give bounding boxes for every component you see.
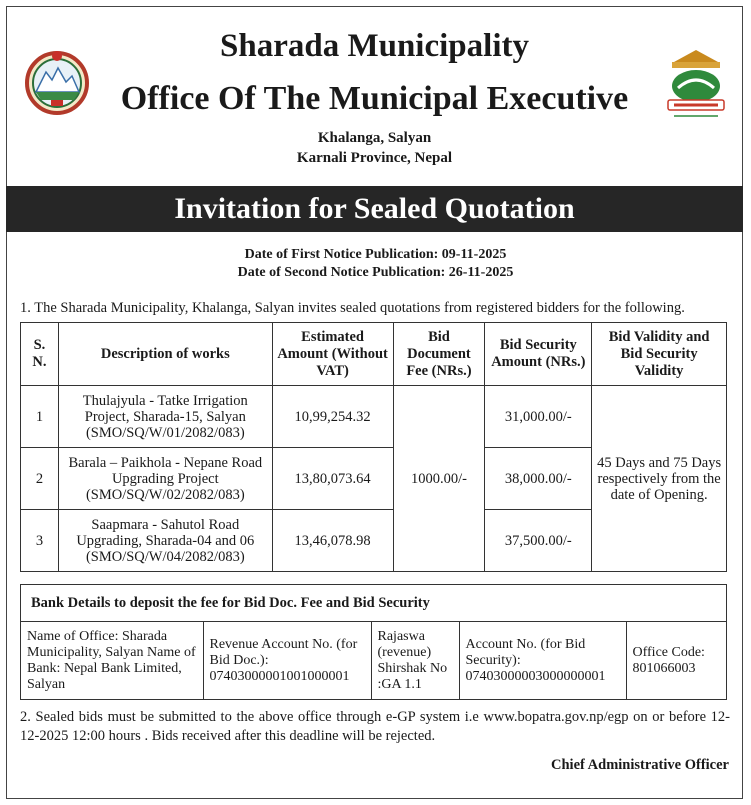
bank-details-table (21, 621, 726, 700)
first-publication-date: Date of First Notice Publication: 09-11-2025 (244, 247, 507, 262)
row-estimate: 13,46,078.98 (272, 510, 393, 572)
office-title: Office Of The Municipal Executive (120, 80, 629, 117)
office-code-cell: Office Code: 801066003 (626, 622, 726, 701)
row-security: 38,000.00/- (485, 448, 592, 510)
row-sn: 1 (21, 386, 59, 448)
row-security: 31,000.00/- (485, 386, 592, 448)
row-estimate: 13,80,073.64 (272, 448, 393, 510)
revenue-account-cell: Revenue Account No. (for Bid Doc.): 07403000001001000001 (203, 622, 371, 701)
rajaswa-cell: Rajaswa (revenue) Shirshak No :GA 1.1 (371, 622, 459, 701)
row-description: Thulajyula - Tatke Irrigation Project, Sharada-15, Salyan (SMO/SQ/W/01/2082/083) (58, 386, 272, 448)
notice-banner: Invitation for Sealed Quotation (6, 186, 743, 232)
signatory: Chief Administrative Officer (551, 757, 729, 773)
table-row (21, 386, 727, 448)
header-sn: S. N. (21, 323, 59, 386)
municipality-title: Sharada Municipality (220, 28, 529, 64)
office-bank-cell: Name of Office: Sharada Municipality, Salyan Name of Bank: Nepal Bank Limited, Salyan (21, 622, 203, 701)
bank-details-title: Bank Details to deposit the fee for Bid Doc. Fee and Bid Security (31, 595, 430, 611)
submission-note: 2. Sealed bids must be submitted to the above office through e-GP system i.e www.bopatra.gov.np/egp on or before 12-12-2025 12:00 hours . Bids received after this deadline will be rejected. (20, 709, 730, 744)
header-estimate: Estimated Amount (Without VAT) (272, 323, 393, 386)
address-line-1: Khalanga, Salyan (317, 130, 432, 146)
header-bid-fee: Bid Document Fee (NRs.) (393, 323, 485, 386)
header-validity: Bid Validity and Bid Security Validity (592, 323, 727, 386)
security-account-cell: Account No. (for Bid Security): 07403000003000000001 (459, 622, 626, 701)
table-header-row (21, 323, 727, 386)
row-sn: 2 (21, 448, 59, 510)
address-line-2: Karnali Province, Nepal (296, 150, 453, 166)
row-sn: 3 (21, 510, 59, 572)
works-table (20, 322, 727, 572)
intro-paragraph: 1. The Sharada Municipality, Khalanga, Salyan invites sealed quotations from registered bidders for the following. (20, 300, 685, 316)
row-estimate: 10,99,254.32 (272, 386, 393, 448)
validity-cell: 45 Days and 75 Days respectively from the date of Opening. (592, 386, 727, 572)
header-description: Description of works (58, 323, 272, 386)
notice-header (6, 6, 743, 186)
header-bid-security: Bid Security Amount (NRs.) (485, 323, 592, 386)
row-description: Barala – Paikhola - Nepane Road Upgrading Project (SMO/SQ/W/02/2082/083) (58, 448, 272, 510)
row-description: Saapmara - Sahutol Road Upgrading, Sharada-04 and 06 (SMO/SQ/W/04/2082/083) (58, 510, 272, 572)
bank-details-box (20, 584, 727, 700)
bid-fee-cell: 1000.00/- (393, 386, 485, 572)
row-security: 37,500.00/- (485, 510, 592, 572)
second-publication-date: Date of Second Notice Publication: 26-11-2025 (237, 265, 514, 280)
